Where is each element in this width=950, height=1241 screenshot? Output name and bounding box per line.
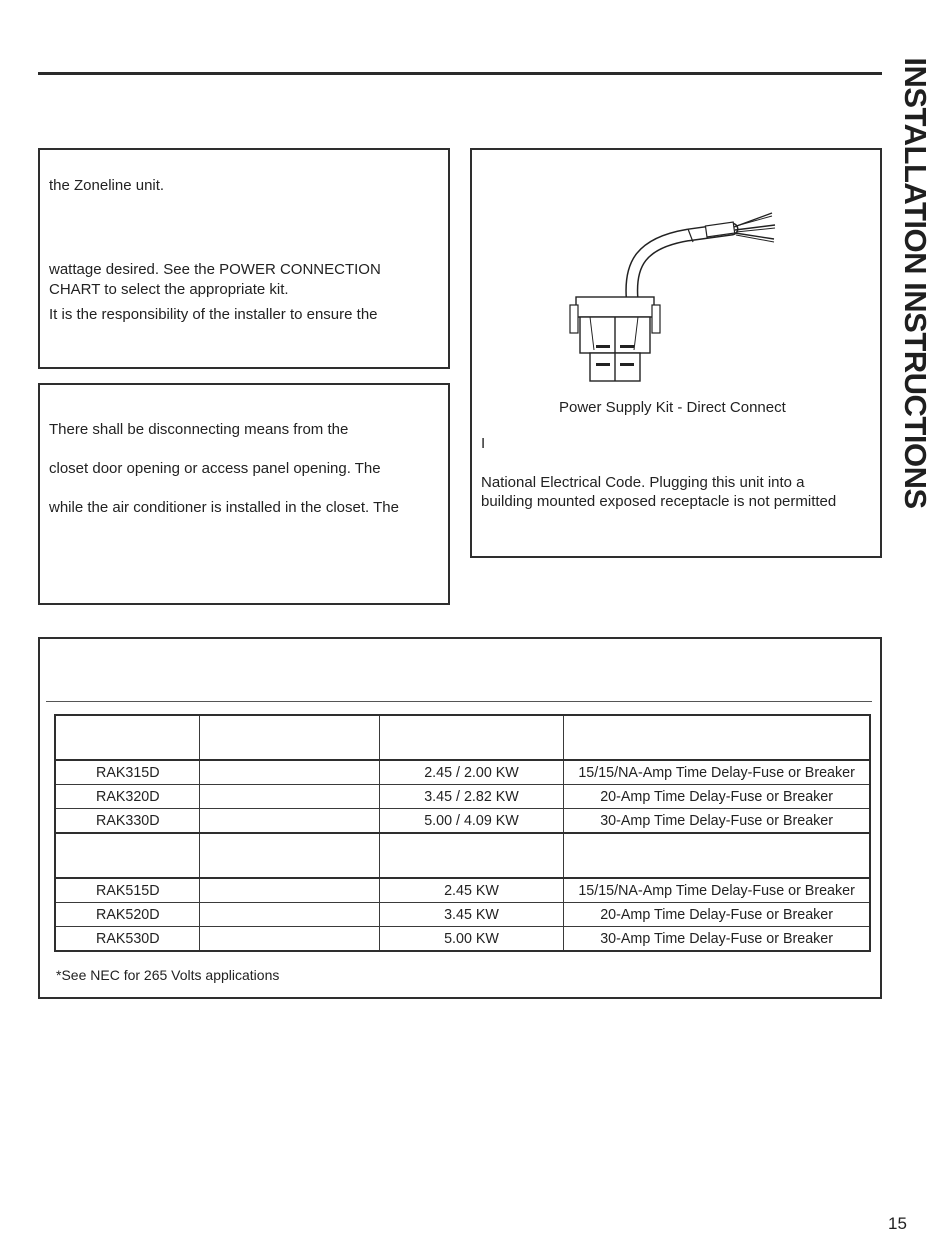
power-cell: 5.00 KW [379,927,563,952]
model-cell: RAK515D [55,878,200,903]
header-cell [200,833,379,878]
table-row [55,760,870,785]
table-header-row [55,715,870,760]
power-cell: 5.00 / 4.09 KW [379,809,563,834]
box1-line3: CHART to select the appropriate kit. [49,281,289,298]
table-subheader-row [55,833,870,878]
header-cell [200,715,379,760]
protection-cell: 20-Amp Time Delay-Fuse or Breaker [564,785,870,809]
blank-cell [200,903,379,927]
power-cell: 3.45 KW [379,903,563,927]
model-cell: RAK320D [55,785,200,809]
power-cell: 2.45 / 2.00 KW [379,760,563,785]
box2-line3: while the air conditioner is installed in the closet. The [49,499,399,516]
table-row [55,903,870,927]
model-cell: RAK520D [55,903,200,927]
protection-cell: 30-Amp Time Delay-Fuse or Breaker [564,927,870,952]
illustration-caption: Power Supply Kit - Direct Connect [559,399,786,416]
table-footnote: *See NEC for 265 Volts applications [56,967,280,983]
blank-cell [200,927,379,952]
box1-line2: wattage desired. See the POWER CONNECTION [49,261,381,278]
side-title-text: INSTALLATION INSTRUCTIONS [898,57,933,509]
table-row [55,785,870,809]
power-connection-table [54,714,871,952]
table-row [55,809,870,834]
box2-line1: There shall be disconnecting means from the [49,421,349,438]
box3-line3: building mounted exposed receptacle is not permitted [481,493,837,510]
protection-cell: 30-Amp Time Delay-Fuse or Breaker [564,809,870,834]
disconnect-box [38,383,450,605]
box1-line1: the Zoneline unit. [49,177,165,194]
header-rule [38,72,882,75]
blank-cell [200,878,379,903]
header-cell [55,715,200,760]
header-cell [379,833,563,878]
chart-divider [46,701,872,702]
table-row [55,927,870,952]
protection-cell: 15/15/NA-Amp Time Delay-Fuse or Breaker [564,760,870,785]
box2-line2: closet door opening or access panel opening. The [49,460,381,477]
header-cell [564,715,870,760]
header-cell [564,833,870,878]
header-cell [55,833,200,878]
box1-line4: It is the responsibility of the installer to ensure the [49,306,378,323]
protection-cell: 15/15/NA-Amp Time Delay-Fuse or Breaker [564,878,870,903]
blank-cell [200,760,379,785]
model-cell: RAK315D [55,760,200,785]
protection-cell: 20-Amp Time Delay-Fuse or Breaker [564,903,870,927]
power-supply-kit-illustration [560,205,790,390]
blank-cell [200,809,379,834]
box3-line1: I [481,435,486,452]
page-number: 15 [888,1214,907,1233]
power-cell: 2.45 KW [379,878,563,903]
box3-line2: National Electrical Code. Plugging this unit into a [481,474,805,491]
model-cell: RAK330D [55,809,200,834]
header-cell [379,715,563,760]
power-cell: 3.45 / 2.82 KW [379,785,563,809]
table-row [55,878,870,903]
side-title [893,38,937,528]
model-cell: RAK530D [55,927,200,952]
blank-cell [200,785,379,809]
